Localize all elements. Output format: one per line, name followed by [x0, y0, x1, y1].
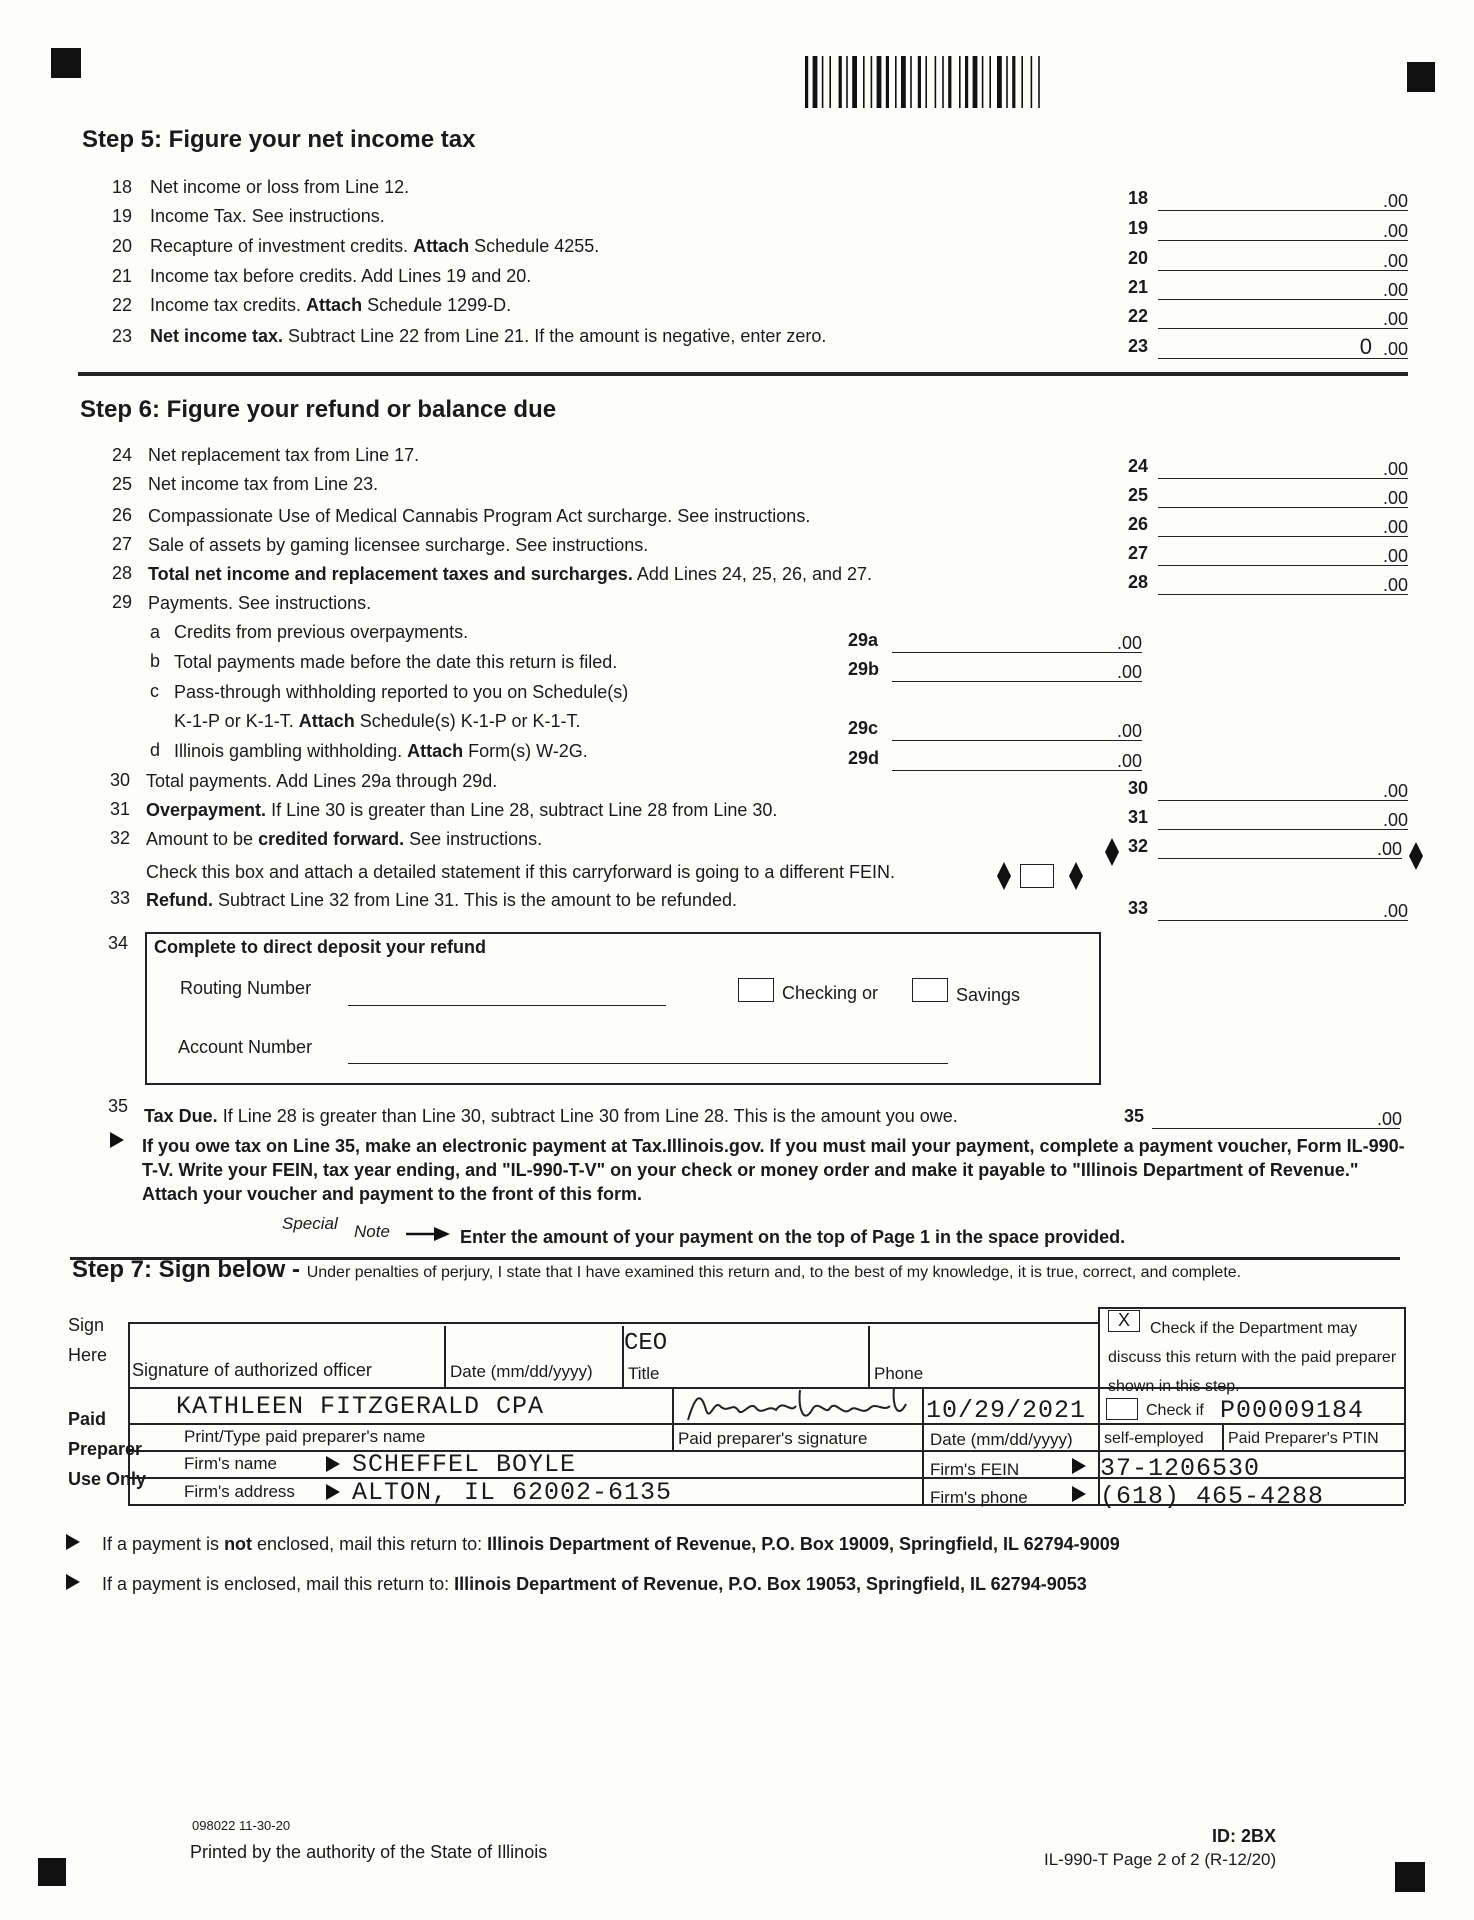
line-32-amount[interactable]	[1158, 836, 1402, 859]
line-number: 32	[109, 828, 130, 848]
line-number: 30	[109, 770, 130, 790]
field-label: 25	[1128, 485, 1149, 505]
section-divider	[78, 372, 1408, 376]
mail-ne-post: enclosed, mail this return to:	[252, 1534, 488, 1554]
line-29d-amount[interactable]	[892, 748, 1142, 771]
line-31-text	[146, 800, 777, 821]
routing-number-input[interactable]	[348, 983, 666, 1006]
line-number: 19	[111, 206, 132, 226]
line-number: 34	[107, 933, 128, 953]
arrow-icon	[326, 1484, 340, 1500]
field-label: 29c	[848, 718, 879, 738]
special-note-text: Enter the amount of your payment on the top of Page 1 in the space provided.	[460, 1227, 1126, 1247]
line-32-post: See instructions.	[404, 829, 543, 849]
title-label: Title	[628, 1364, 660, 1383]
arrow-icon	[110, 1132, 124, 1148]
paid-preparer-label: Paid Preparer Use Only	[68, 1409, 147, 1489]
line-number: 22	[111, 295, 132, 315]
long-arrow-icon	[404, 1224, 452, 1244]
preparer-signature	[680, 1380, 920, 1432]
line-number: 35	[107, 1096, 128, 1116]
form-code: 098022 11-30-20	[192, 1818, 291, 1833]
field-label: 26	[1128, 514, 1149, 534]
line-number: 21	[111, 266, 132, 286]
sign-here-label: Sign Here	[68, 1315, 108, 1365]
line-19-amount[interactable]	[1158, 218, 1408, 241]
cents: .00	[1382, 517, 1408, 537]
payment-notice: If you owe tax on Line 35, make an electronic payment at Tax.Illinois.gov. If you must mail your payment, complete a payment voucher, Form IL-990-T-V. Write your FEIN, tax year ending, and "IL-990-T-V" on your check or money order and make it payable to "Illinois Department of Revenue." Attach your voucher and payment to the front of this form.	[142, 1136, 1405, 1204]
check-if-label: Check if	[1146, 1402, 1204, 1419]
line-35-amount[interactable]	[1152, 1106, 1400, 1129]
line-27-amount[interactable]	[1158, 543, 1408, 566]
line-29d-post: Form(s) W-2G.	[463, 741, 588, 761]
form-id: ID: 2BX	[1212, 1826, 1277, 1846]
cents: .00	[1382, 546, 1408, 566]
field-label: 19	[1128, 218, 1149, 238]
line-29d-pre: Illinois gambling withholding.	[174, 741, 408, 761]
line-32-text2: Check this box and attach a detailed statement if this carryforward is going to a different FEIN.	[146, 862, 896, 882]
special-label: Special	[282, 1214, 338, 1233]
line-number: 27	[111, 534, 132, 554]
account-label: Account Number	[178, 1037, 313, 1057]
line-29c-text: Pass-through withholding reported to you on Schedule(s)	[174, 682, 629, 702]
mail-e-address: Illinois Department of Revenue, P.O. Box 19053, Springfield, IL 62794-9053	[454, 1574, 1087, 1594]
self-employed-checkbox[interactable]	[1106, 1398, 1138, 1420]
mail-ne-address: Illinois Department of Revenue, P.O. Box 19009, Springfield, IL 62794-9009	[487, 1534, 1120, 1554]
cents: .00	[1116, 633, 1142, 653]
preparer-date-label: Date (mm/dd/yyyy)	[930, 1430, 1073, 1449]
line-number: 25	[111, 474, 132, 494]
line-25-text: Net income tax from Line 23.	[148, 474, 379, 494]
mail-not-enclosed	[102, 1534, 1120, 1555]
cents: .00	[1382, 810, 1408, 830]
cents: .00	[1382, 901, 1408, 921]
ptin-label: Paid Preparer's PTIN	[1228, 1430, 1379, 1447]
step7-title: Step 7: Sign below -	[72, 1256, 307, 1283]
line-29c-bold: Attach	[298, 711, 355, 731]
line-35-text	[144, 1106, 958, 1127]
line-number: 24	[111, 445, 132, 465]
amount-value: 0	[1359, 334, 1372, 359]
line-29d-text	[174, 741, 588, 762]
step6-title: Step 6: Figure your refund or balance due	[80, 396, 557, 423]
firm-phone: (618) 465-4288	[1100, 1482, 1325, 1511]
perjury-statement: Under penalties of perjury, I state that I have examined this return and, to the best of my knowledge, it is true, correct, and complete.	[306, 1264, 1242, 1281]
field-label: 29d	[848, 748, 880, 768]
title-value: CEO	[624, 1330, 668, 1357]
preparer-signature-label: Paid preparer's signature	[678, 1429, 868, 1448]
line-29d-bold: Attach	[407, 741, 464, 761]
line-26-amount[interactable]	[1158, 514, 1408, 537]
line-22-text-pre: Income tax credits.	[150, 295, 307, 315]
line-28-text	[148, 564, 872, 585]
line-24-text: Net replacement tax from Line 17.	[148, 445, 420, 465]
field-label: 22	[1128, 306, 1149, 326]
table-rule	[1222, 1423, 1224, 1450]
field-label: 20	[1128, 248, 1149, 268]
line-29c-post: Schedule(s) K-1-P or K-1-T.	[354, 711, 581, 731]
cents: .00	[1382, 459, 1408, 479]
account-number-input[interactable]	[348, 1041, 948, 1064]
preparer-name: KATHLEEN FITZGERALD CPA	[176, 1392, 545, 1421]
line-32-text	[146, 829, 542, 850]
savings-label: Savings	[956, 985, 1021, 1005]
cents: .00	[1116, 751, 1142, 771]
line-24-amount[interactable]	[1158, 456, 1408, 479]
arrow-icon	[326, 1456, 340, 1472]
table-rule	[922, 1387, 924, 1504]
line-29c-pre: K-1-P or K-1-T.	[174, 711, 299, 731]
line-23-text-post: Subtract Line 22 from Line 21. If the amount is negative, enter zero.	[283, 326, 827, 346]
cents: .00	[1376, 839, 1402, 859]
cents: .00	[1382, 781, 1408, 801]
line-20-text-post: Schedule 4255.	[469, 236, 600, 256]
line-letter: c	[150, 681, 159, 701]
cents: .00	[1382, 221, 1408, 241]
arrow-icon	[1072, 1458, 1086, 1474]
firm-phone-label: Firm's phone	[930, 1488, 1028, 1507]
field-label: 21	[1128, 277, 1149, 297]
field-label: 33	[1128, 898, 1149, 918]
arrow-icon	[1072, 1486, 1086, 1502]
field-label: 24	[1128, 456, 1149, 476]
table-rule	[868, 1326, 870, 1387]
line-letter: d	[150, 740, 161, 760]
line-28-bold: Total net income and replacement taxes and surcharges.	[148, 564, 633, 584]
line-30-amount[interactable]	[1158, 778, 1408, 801]
line-number: 20	[111, 236, 132, 256]
mail-e-pre: If a payment is enclosed, mail this return to:	[102, 1574, 455, 1594]
table-rule	[1404, 1307, 1406, 1504]
table-rule	[672, 1387, 674, 1450]
checking-checkbox[interactable]	[738, 978, 774, 1002]
line-20-text-pre: Recapture of investment credits.	[150, 236, 414, 256]
phone-label: Phone	[874, 1364, 924, 1383]
line-29b-amount[interactable]	[892, 659, 1142, 682]
cents: .00	[1382, 488, 1408, 508]
line-number: 33	[109, 888, 130, 908]
field-label: 31	[1128, 807, 1149, 827]
cents: .00	[1376, 1109, 1402, 1129]
line-31-amount[interactable]	[1158, 807, 1408, 830]
line-18-text: Net income or loss from Line 12.	[150, 177, 410, 197]
self-employed-label: self-employed	[1104, 1430, 1204, 1447]
line-32-pre: Amount to be	[146, 829, 259, 849]
firm-address: ALTON, IL 62002-6135	[352, 1478, 673, 1507]
arrow-icon	[66, 1534, 80, 1550]
field-label: 29a	[848, 630, 879, 650]
cents: .00	[1382, 339, 1408, 359]
field-label: 32	[1128, 836, 1149, 856]
line-29c-text2	[174, 711, 580, 732]
department-discuss-checkbox[interactable]: X	[1108, 1310, 1140, 1332]
line-letter: b	[150, 651, 161, 671]
registration-mark	[1407, 62, 1435, 92]
field-label: 29b	[848, 659, 880, 679]
cents: .00	[1382, 309, 1408, 329]
department-discuss-text: Check if the Department may discuss this return with the paid preparer shown in this step.	[1108, 1320, 1397, 1395]
line-number: 26	[111, 505, 132, 525]
line-27-text: Sale of assets by gaming licensee surcharge. See instructions.	[148, 535, 649, 555]
mail-enclosed	[102, 1574, 1087, 1595]
field-label: 30	[1128, 778, 1149, 798]
line-letter: a	[150, 622, 161, 642]
line-29c-amount[interactable]	[892, 718, 1142, 741]
line-30-text: Total payments. Add Lines 29a through 29d.	[146, 771, 498, 791]
barcode	[805, 56, 1095, 108]
preparer-name-label: Print/Type paid preparer's name	[184, 1427, 426, 1446]
line-28-rest: Add Lines 24, 25, 26, and 27.	[632, 564, 873, 584]
firm-fein-label: Firm's FEIN	[930, 1460, 1020, 1479]
printed-by: Printed by the authority of the State of Illinois	[190, 1842, 548, 1862]
line-19-text: Income Tax. See instructions.	[150, 206, 385, 226]
line-number: 31	[109, 799, 130, 819]
line-18-amount[interactable]	[1158, 188, 1408, 211]
line-number: 29	[111, 592, 132, 612]
line-number: 18	[111, 177, 132, 197]
line-number: 28	[111, 563, 132, 583]
line-20-text	[150, 236, 599, 257]
firm-address-label: Firm's address	[184, 1482, 295, 1501]
cents: .00	[1382, 575, 1408, 595]
line-33-bold: Refund.	[146, 890, 213, 910]
line-22-amount[interactable]	[1158, 306, 1408, 329]
cents: .00	[1382, 191, 1408, 211]
form-page: IL-990-T Page 2 of 2 (R-12/20)	[1044, 1850, 1277, 1869]
mail-ne-bold: not	[224, 1534, 253, 1554]
line-21-text: Income tax before credits. Add Lines 19 and 20.	[150, 266, 532, 286]
savings-checkbox[interactable]	[912, 978, 948, 1002]
direct-deposit-title: Complete to direct deposit your refund	[154, 937, 487, 957]
line-23-text-bold: Net income tax.	[150, 326, 284, 346]
line-28-amount[interactable]	[1158, 572, 1408, 595]
table-rule	[444, 1326, 446, 1387]
firm-name-label: Firm's name	[184, 1454, 277, 1473]
line-20-amount[interactable]	[1158, 248, 1408, 271]
step7-heading	[72, 1256, 1241, 1284]
line-29b-text: Total payments made before the date this return is filed.	[174, 652, 618, 672]
table-rule	[128, 1322, 1098, 1324]
line-25-amount[interactable]	[1158, 485, 1408, 508]
line-35-rest: If Line 28 is greater than Line 30, subtract Line 30 from Line 28. This is the amount you owe.	[217, 1106, 958, 1126]
line-21-amount[interactable]	[1158, 277, 1408, 300]
registration-mark	[38, 1858, 66, 1886]
firm-name: SCHEFFEL BOYLE	[352, 1450, 577, 1479]
line-33-rest: Subtract Line 32 from Line 31. This is the amount to be refunded.	[213, 890, 737, 910]
line-22-text-bold: Attach	[306, 295, 363, 315]
line-33-text	[146, 890, 737, 911]
ptin-value: P00009184	[1220, 1396, 1365, 1425]
mail-ne-pre: If a payment is	[102, 1534, 225, 1554]
line-20-text-bold: Attach	[413, 236, 470, 256]
line-number: 23	[111, 326, 132, 346]
registration-mark	[1395, 1862, 1425, 1892]
routing-label: Routing Number	[180, 978, 312, 998]
line-22-text	[150, 295, 511, 316]
cents: .00	[1382, 251, 1408, 271]
signature-officer-label: Signature of authorized officer	[132, 1360, 372, 1380]
line-29a-text: Credits from previous overpayments.	[174, 622, 469, 642]
arrow-icon	[66, 1574, 80, 1590]
firm-fein: 37-1206530	[1100, 1454, 1261, 1483]
line-31-bold: Overpayment.	[146, 800, 267, 820]
line-32-bold: credited forward.	[258, 829, 405, 849]
line-35-bold: Tax Due.	[144, 1106, 218, 1126]
line-26-text: Compassionate Use of Medical Cannabis Program Act surcharge. See instructions.	[148, 506, 811, 526]
cents: .00	[1116, 721, 1142, 741]
field-label: 35	[1124, 1106, 1145, 1126]
field-label: 27	[1128, 543, 1149, 563]
field-label: 23	[1128, 336, 1149, 356]
line-22-text-post: Schedule 1299-D.	[362, 295, 512, 315]
line-31-rest: If Line 30 is greater than Line 28, subtract Line 28 from Line 30.	[266, 800, 778, 820]
line-23-text	[150, 326, 826, 347]
different-fein-checkbox[interactable]	[1020, 864, 1054, 888]
cents: .00	[1382, 280, 1408, 300]
date-label: Date (mm/dd/yyyy)	[450, 1362, 593, 1381]
field-label: 18	[1128, 188, 1149, 208]
table-rule	[1098, 1307, 1404, 1309]
note-label: Note	[354, 1222, 390, 1241]
checking-label: Checking or	[782, 983, 879, 1003]
line-29-text: Payments. See instructions.	[148, 593, 372, 613]
field-label: 28	[1128, 572, 1149, 592]
line-33-amount[interactable]	[1158, 898, 1408, 921]
table-rule	[128, 1450, 1404, 1452]
step5-title: Step 5: Figure your net income tax	[82, 126, 476, 153]
preparer-date: 10/29/2021	[926, 1396, 1087, 1425]
line-29a-amount[interactable]	[892, 630, 1142, 653]
cents: .00	[1116, 662, 1142, 682]
registration-mark	[51, 48, 81, 78]
